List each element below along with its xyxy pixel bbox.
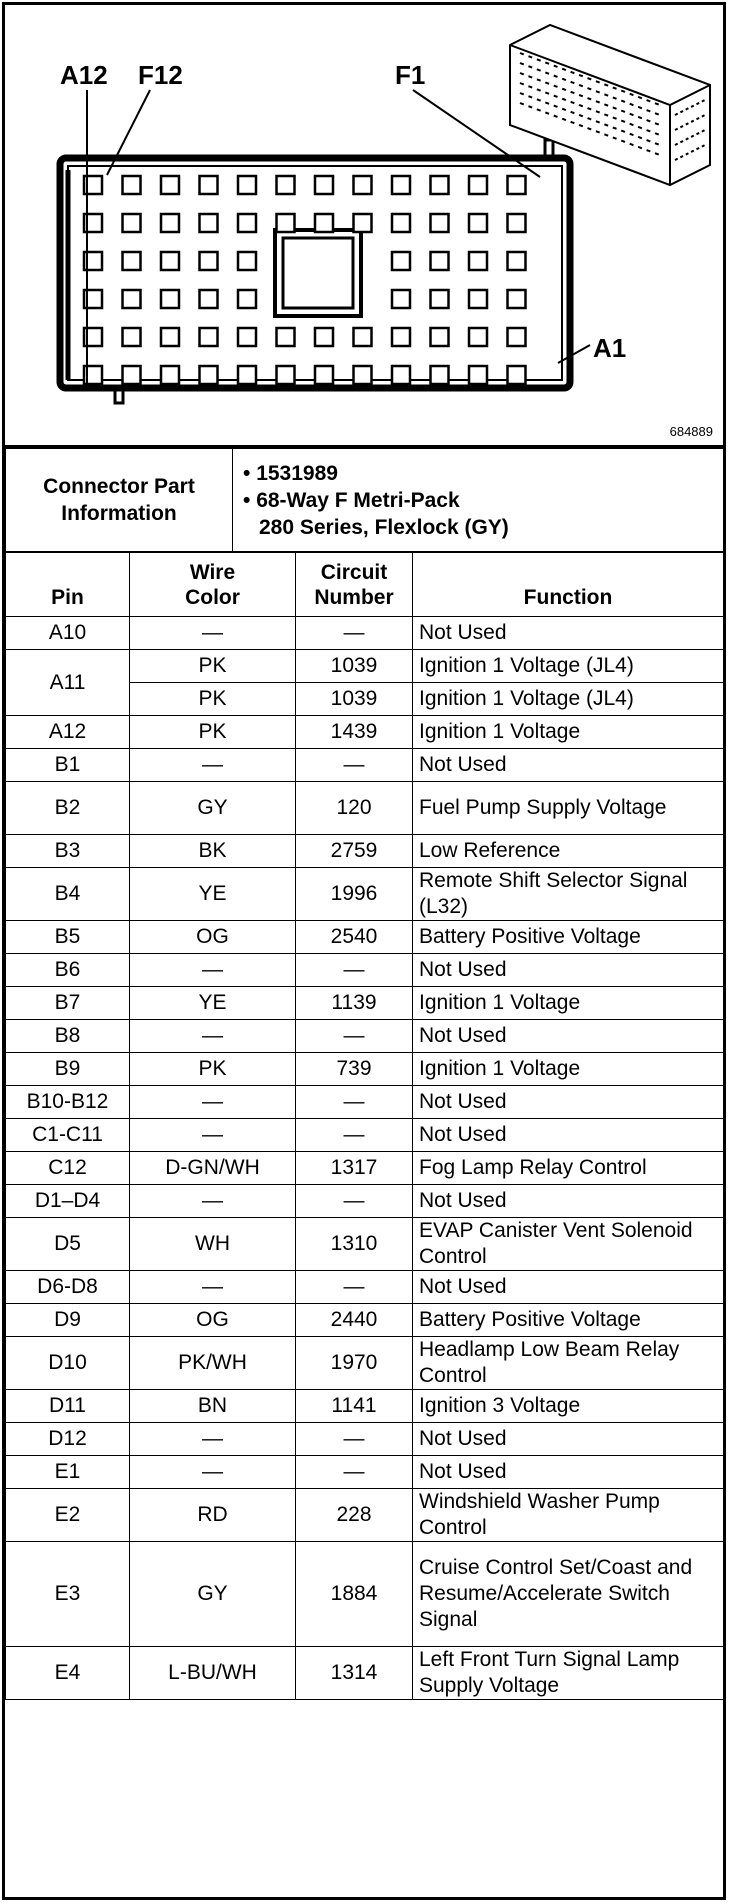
pin-cell: B8 bbox=[6, 1020, 130, 1053]
table-row bbox=[6, 1423, 724, 1456]
pin-cavity bbox=[469, 366, 487, 384]
pin-cell: B5 bbox=[6, 921, 130, 954]
pin-cavity bbox=[123, 290, 141, 308]
pin-cavity bbox=[277, 328, 295, 346]
wire-color-cell: GY bbox=[130, 782, 296, 835]
pin-cavity bbox=[200, 328, 218, 346]
table-row bbox=[6, 954, 724, 987]
info-item: • 68-Way F Metri-Pack bbox=[243, 488, 460, 512]
header-wire-color: Wire Color bbox=[130, 553, 296, 617]
wire-color-cell: WH bbox=[130, 1218, 296, 1271]
pin-cell: C1-C11 bbox=[6, 1119, 130, 1152]
circuit-number-cell: — bbox=[296, 1423, 413, 1456]
circuit-number-cell: 2440 bbox=[296, 1304, 413, 1337]
pin-cavity bbox=[469, 328, 487, 346]
wire-color-cell: GY bbox=[130, 1542, 296, 1647]
pin-cell: D5 bbox=[6, 1218, 130, 1271]
circuit-number-cell: — bbox=[296, 1020, 413, 1053]
pin-cavity bbox=[508, 328, 526, 346]
pin-cavity bbox=[161, 176, 179, 194]
pin-cell: A10 bbox=[6, 617, 130, 650]
wire-color-cell: BN bbox=[130, 1390, 296, 1423]
table-row bbox=[6, 1020, 724, 1053]
pin-cavity bbox=[469, 214, 487, 232]
wire-color-cell: OG bbox=[130, 1304, 296, 1337]
table-row bbox=[6, 921, 724, 954]
wire-color-cell: OG bbox=[130, 921, 296, 954]
connector-info-table bbox=[5, 448, 724, 552]
pin-cavity bbox=[431, 290, 449, 308]
info-item: 280 Series, Flexlock (GY) bbox=[259, 515, 509, 539]
pin-cavity bbox=[392, 366, 410, 384]
pin-cell: E3 bbox=[6, 1542, 130, 1647]
wire-color-cell: — bbox=[130, 1185, 296, 1218]
table-row bbox=[6, 1119, 724, 1152]
pin-cavity bbox=[469, 176, 487, 194]
pin-cell: D9 bbox=[6, 1304, 130, 1337]
pin-cavity bbox=[161, 214, 179, 232]
pin-cavity bbox=[431, 214, 449, 232]
wire-color-cell: — bbox=[130, 617, 296, 650]
table-row bbox=[6, 987, 724, 1020]
pin-cell: A11 bbox=[6, 650, 130, 716]
pin-cavity bbox=[238, 214, 256, 232]
wire-color-cell: — bbox=[130, 1456, 296, 1489]
pin-cavity bbox=[277, 214, 295, 232]
circuit-number-cell: — bbox=[296, 954, 413, 987]
pin-cell: B4 bbox=[6, 868, 130, 921]
table-row bbox=[6, 716, 724, 749]
connector-sheet bbox=[2, 2, 726, 1900]
pin-cell: D10 bbox=[6, 1337, 130, 1390]
pin-cell: B2 bbox=[6, 782, 130, 835]
table-row bbox=[6, 1053, 724, 1086]
function-cell: Battery Positive Voltage bbox=[413, 921, 724, 954]
pin-cavity bbox=[200, 366, 218, 384]
table-row bbox=[6, 1390, 724, 1423]
table-row bbox=[6, 1456, 724, 1489]
table-row bbox=[6, 1152, 724, 1185]
circuit-number-cell: 120 bbox=[296, 782, 413, 835]
pin-cell: D6-D8 bbox=[6, 1271, 130, 1304]
function-cell: Low Reference bbox=[413, 835, 724, 868]
table-row bbox=[6, 1218, 724, 1271]
pin-cavity bbox=[315, 176, 333, 194]
pinout-table bbox=[5, 552, 724, 1700]
function-cell: Not Used bbox=[413, 617, 724, 650]
wire-color-cell: PK bbox=[130, 1053, 296, 1086]
pin-cell: E1 bbox=[6, 1456, 130, 1489]
function-cell: EVAP Canister Vent Solenoid Control bbox=[413, 1218, 724, 1271]
function-cell: Not Used bbox=[413, 1020, 724, 1053]
function-cell: Ignition 1 Voltage (JL4) bbox=[413, 683, 724, 716]
function-cell: Not Used bbox=[413, 1271, 724, 1304]
pin-cavity bbox=[238, 252, 256, 270]
connector-drawing bbox=[5, 5, 723, 442]
pin-cavity bbox=[354, 366, 372, 384]
pin-cavity bbox=[200, 214, 218, 232]
table-row bbox=[6, 1304, 724, 1337]
function-cell: Ignition 1 Voltage bbox=[413, 987, 724, 1020]
pin-cavity bbox=[161, 290, 179, 308]
table-row bbox=[6, 749, 724, 782]
pin-label-a1: A1 bbox=[593, 333, 627, 363]
pin-cell: B10-B12 bbox=[6, 1086, 130, 1119]
pin-cavity bbox=[392, 176, 410, 194]
function-cell: Not Used bbox=[413, 954, 724, 987]
pin-cell: D11 bbox=[6, 1390, 130, 1423]
pinout-rows bbox=[6, 617, 724, 1700]
pin-cavity bbox=[315, 366, 333, 384]
pin-cavity bbox=[354, 328, 372, 346]
pin-cavity bbox=[277, 366, 295, 384]
pin-label-f12: F12 bbox=[138, 60, 183, 90]
table-row bbox=[6, 1185, 724, 1218]
function-cell: Ignition 1 Voltage bbox=[413, 716, 724, 749]
function-cell: Remote Shift Selector Signal (L32) bbox=[413, 868, 724, 921]
circuit-number-cell: — bbox=[296, 1119, 413, 1152]
table-row bbox=[6, 1337, 724, 1390]
table-row bbox=[6, 1271, 724, 1304]
circuit-number-cell: 1310 bbox=[296, 1218, 413, 1271]
pin-cavity bbox=[238, 328, 256, 346]
pin-cavity bbox=[392, 214, 410, 232]
wire-color-cell: — bbox=[130, 1271, 296, 1304]
pin-cavity bbox=[508, 176, 526, 194]
pin-cavity bbox=[469, 252, 487, 270]
pin-cavity bbox=[354, 214, 372, 232]
function-cell: Battery Positive Voltage bbox=[413, 1304, 724, 1337]
function-cell: Not Used bbox=[413, 749, 724, 782]
pin-cavity bbox=[238, 366, 256, 384]
connector-diagram bbox=[5, 5, 723, 448]
wire-color-cell: D-GN/WH bbox=[130, 1152, 296, 1185]
circuit-number-cell: 1996 bbox=[296, 868, 413, 921]
circuit-number-cell: 1884 bbox=[296, 1542, 413, 1647]
circuit-number-cell: 739 bbox=[296, 1053, 413, 1086]
pin-cavity bbox=[123, 328, 141, 346]
pin-cavity bbox=[161, 366, 179, 384]
pin-cavity bbox=[392, 328, 410, 346]
function-cell: Not Used bbox=[413, 1456, 724, 1489]
pin-cavity bbox=[431, 366, 449, 384]
wire-color-cell: PK bbox=[130, 683, 296, 716]
pin-cavity bbox=[392, 290, 410, 308]
wire-color-cell: PK bbox=[130, 716, 296, 749]
function-cell: Fog Lamp Relay Control bbox=[413, 1152, 724, 1185]
pin-cavity bbox=[277, 176, 295, 194]
pin-cell: A12 bbox=[6, 716, 130, 749]
header-circuit-number: Circuit Number bbox=[296, 553, 413, 617]
circuit-number-cell: 1317 bbox=[296, 1152, 413, 1185]
pin-cavity bbox=[431, 176, 449, 194]
function-cell: Not Used bbox=[413, 1119, 724, 1152]
wire-color-cell: PK/WH bbox=[130, 1337, 296, 1390]
wire-color-cell: — bbox=[130, 1423, 296, 1456]
pin-grid bbox=[84, 176, 526, 384]
function-cell: Cruise Control Set/Coast and Resume/Accelerate Switch Signal bbox=[413, 1542, 724, 1647]
wire-color-cell: L-BU/WH bbox=[130, 1647, 296, 1700]
pin-cavity bbox=[508, 214, 526, 232]
pin-cell: D1–D4 bbox=[6, 1185, 130, 1218]
wire-color-cell: — bbox=[130, 1086, 296, 1119]
circuit-number-cell: 1970 bbox=[296, 1337, 413, 1390]
wire-color-cell: RD bbox=[130, 1489, 296, 1542]
pin-cavity bbox=[354, 176, 372, 194]
function-cell: Windshield Washer Pump Control bbox=[413, 1489, 724, 1542]
function-cell: Ignition 1 Voltage (JL4) bbox=[413, 650, 724, 683]
pin-cavity bbox=[508, 252, 526, 270]
pin-cavity bbox=[431, 252, 449, 270]
function-cell: Fuel Pump Supply Voltage bbox=[413, 782, 724, 835]
pin-cell: D12 bbox=[6, 1423, 130, 1456]
wire-color-cell: YE bbox=[130, 868, 296, 921]
circuit-number-cell: — bbox=[296, 1271, 413, 1304]
function-cell: Not Used bbox=[413, 1423, 724, 1456]
pin-cell: E4 bbox=[6, 1647, 130, 1700]
function-cell: Ignition 1 Voltage bbox=[413, 1053, 724, 1086]
wire-color-cell: — bbox=[130, 1119, 296, 1152]
connector-part-info-list bbox=[233, 449, 724, 552]
table-row bbox=[6, 782, 724, 835]
pin-cell: B1 bbox=[6, 749, 130, 782]
pin-cavity bbox=[315, 328, 333, 346]
pin-cell: B7 bbox=[6, 987, 130, 1020]
pin-cavity bbox=[123, 214, 141, 232]
circuit-number-cell: — bbox=[296, 617, 413, 650]
circuit-number-cell: — bbox=[296, 1456, 413, 1489]
table-row bbox=[6, 1542, 724, 1647]
pin-cavity bbox=[200, 252, 218, 270]
table-row bbox=[6, 1086, 724, 1119]
pin-cavity bbox=[123, 366, 141, 384]
circuit-number-cell: 1314 bbox=[296, 1647, 413, 1700]
table-row bbox=[6, 1647, 724, 1700]
wire-color-cell: — bbox=[130, 749, 296, 782]
header-function: Function bbox=[413, 553, 724, 617]
pin-cavity bbox=[161, 328, 179, 346]
wire-color-cell: YE bbox=[130, 987, 296, 1020]
table-row bbox=[6, 650, 724, 683]
function-cell: Headlamp Low Beam Relay Control bbox=[413, 1337, 724, 1390]
header-pin: Pin bbox=[6, 553, 130, 617]
pin-cavity bbox=[431, 328, 449, 346]
connector-part-info-title: Connector Part Information bbox=[6, 449, 233, 552]
circuit-number-cell: 228 bbox=[296, 1489, 413, 1542]
pin-label-a12: A12 bbox=[60, 60, 108, 90]
function-cell: Ignition 3 Voltage bbox=[413, 1390, 724, 1423]
circuit-number-cell: 1039 bbox=[296, 683, 413, 716]
pin-cavity bbox=[200, 290, 218, 308]
pin-label-f1: F1 bbox=[395, 60, 426, 90]
circuit-number-cell: 2540 bbox=[296, 921, 413, 954]
circuit-number-cell: 1139 bbox=[296, 987, 413, 1020]
pin-cavity bbox=[200, 176, 218, 194]
table-row bbox=[6, 617, 724, 650]
table-row bbox=[6, 1489, 724, 1542]
function-cell: Not Used bbox=[413, 1086, 724, 1119]
circuit-number-cell: 1141 bbox=[296, 1390, 413, 1423]
pin-cavity bbox=[392, 252, 410, 270]
pin-cell: C12 bbox=[6, 1152, 130, 1185]
figure-number: 684889 bbox=[669, 424, 713, 439]
wire-color-cell: — bbox=[130, 1020, 296, 1053]
table-row bbox=[6, 835, 724, 868]
pin-cavity bbox=[508, 290, 526, 308]
circuit-number-cell: — bbox=[296, 1185, 413, 1218]
circuit-number-cell: 1039 bbox=[296, 650, 413, 683]
wire-color-cell: — bbox=[130, 954, 296, 987]
pin-cell: B3 bbox=[6, 835, 130, 868]
pin-cell: E2 bbox=[6, 1489, 130, 1542]
pin-cavity bbox=[315, 214, 333, 232]
circuit-number-cell: 1439 bbox=[296, 716, 413, 749]
wire-color-cell: PK bbox=[130, 650, 296, 683]
pin-cavity bbox=[123, 176, 141, 194]
function-cell: Left Front Turn Signal Lamp Supply Voltage bbox=[413, 1647, 724, 1700]
wire-color-cell: BK bbox=[130, 835, 296, 868]
pin-cavity bbox=[469, 290, 487, 308]
table-row bbox=[6, 868, 724, 921]
circuit-number-cell: — bbox=[296, 749, 413, 782]
pin-cavity bbox=[508, 366, 526, 384]
pin-cavity bbox=[238, 290, 256, 308]
pin-cavity bbox=[123, 252, 141, 270]
pin-cavity bbox=[238, 176, 256, 194]
function-cell: Not Used bbox=[413, 1185, 724, 1218]
pin-cell: B9 bbox=[6, 1053, 130, 1086]
pin-cavity bbox=[161, 252, 179, 270]
circuit-number-cell: 2759 bbox=[296, 835, 413, 868]
pin-cell: B6 bbox=[6, 954, 130, 987]
info-item: • 1531989 bbox=[243, 461, 338, 485]
circuit-number-cell: — bbox=[296, 1086, 413, 1119]
